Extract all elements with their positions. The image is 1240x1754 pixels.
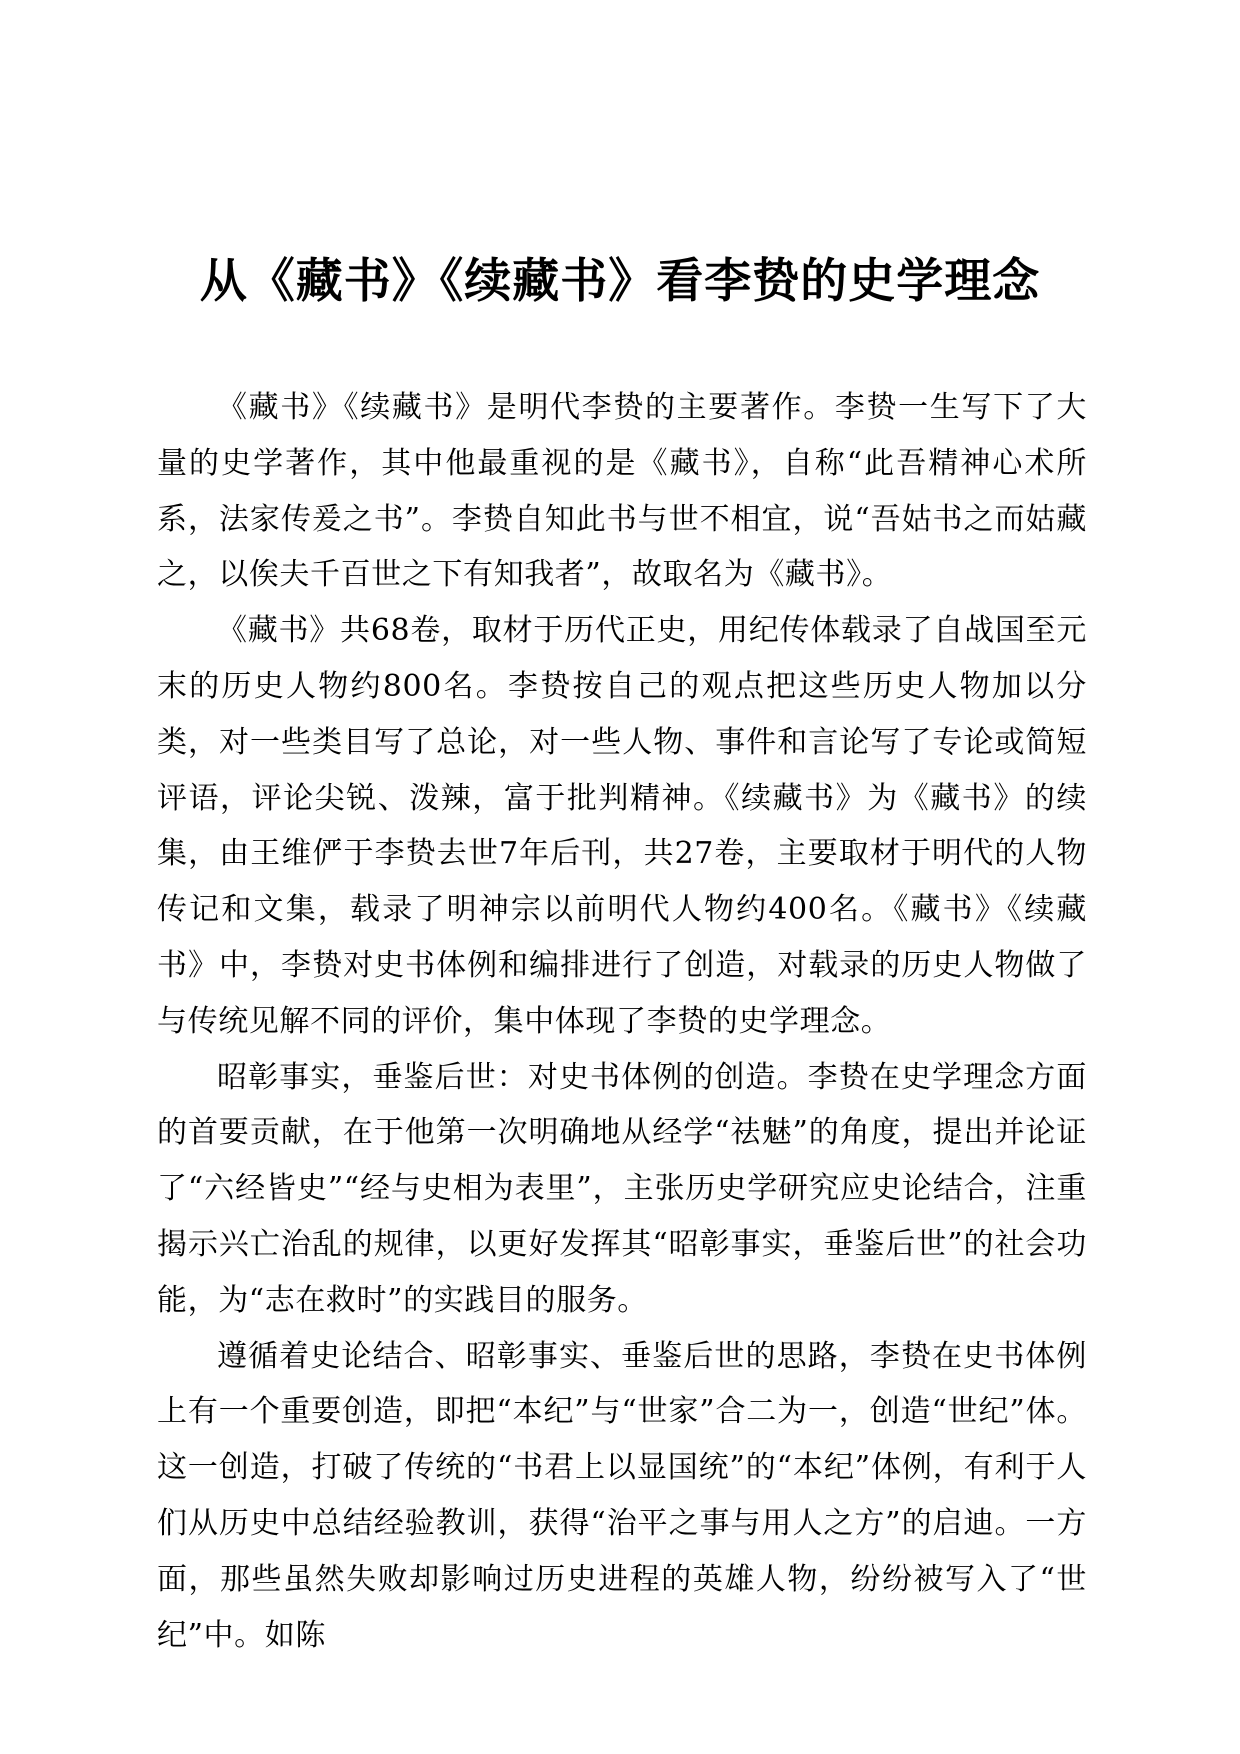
page-title: 从《藏书》《续藏书》看李贽的史学理念 [199,254,1041,309]
paragraph-2: 《藏书》共68卷，取材于历代正史，用纪传体载录了自战国至元末的历史人物约800名。李贽按自己的观点把这些历史人物加以分类，对一些类目写了总论，对一些人物、事件和言论写了专论或简短评语，评论尖锐、泼辣，富于批判精神。《续藏书》为《藏书》的续集，由王维俨于李贽去世7年后刊，共27卷，主要取材于明代的人物传记和文集，载录了明神宗以前明代人物约400名。《藏书》《续藏书》中，李贽对史书体例和编排进行了创造，对载录的历史人物做了与传统见解不同的评价，集中体现了李贽的史学理念。 [157,613,1087,1039]
paragraph-3: 昭彰事实，垂鉴后世：对史书体例的创造。李贽在史学理念方面的首要贡献，在于他第一次明确地从经学“祛魅”的角度，提出并论证了“六经皆史”“经与史相为表里”，主张历史学研究应史论结合，注重揭示兴亡治乱的规律，以更好发挥其“昭彰事实，垂鉴后世”的社会功能，为“志在救时”的实践目的服务。 [157,1059,1087,1318]
article-body [157,380,1087,1663]
paragraph-1: 《藏书》《续藏书》是明代李贽的主要著作。李贽一生写下了大量的史学著作，其中他最重视的是《藏书》，自称“此吾精神心术所系，法家传爰之书”。李贽自知此书与世不相宜，说“吾姑书之而姑藏之，以俟夫千百世之下有知我者”，故取名为《藏书》。 [157,390,1087,593]
paragraph-4: 遵循着史论结合、昭彰事实、垂鉴后世的思路，李贽在史书体例上有一个重要创造，即把“本纪”与“世家”合二为一，创造“世纪”体。这一创造，打破了传统的“书君上以显国统”的“本纪”体例，有利于人们从历史中总结经验教训，获得“治平之事与用人之方”的启迪。一方面，那些虽然失败却影响过历史进程的英雄人物，纷纷被写入了“世纪”中。如陈 [157,1338,1087,1653]
